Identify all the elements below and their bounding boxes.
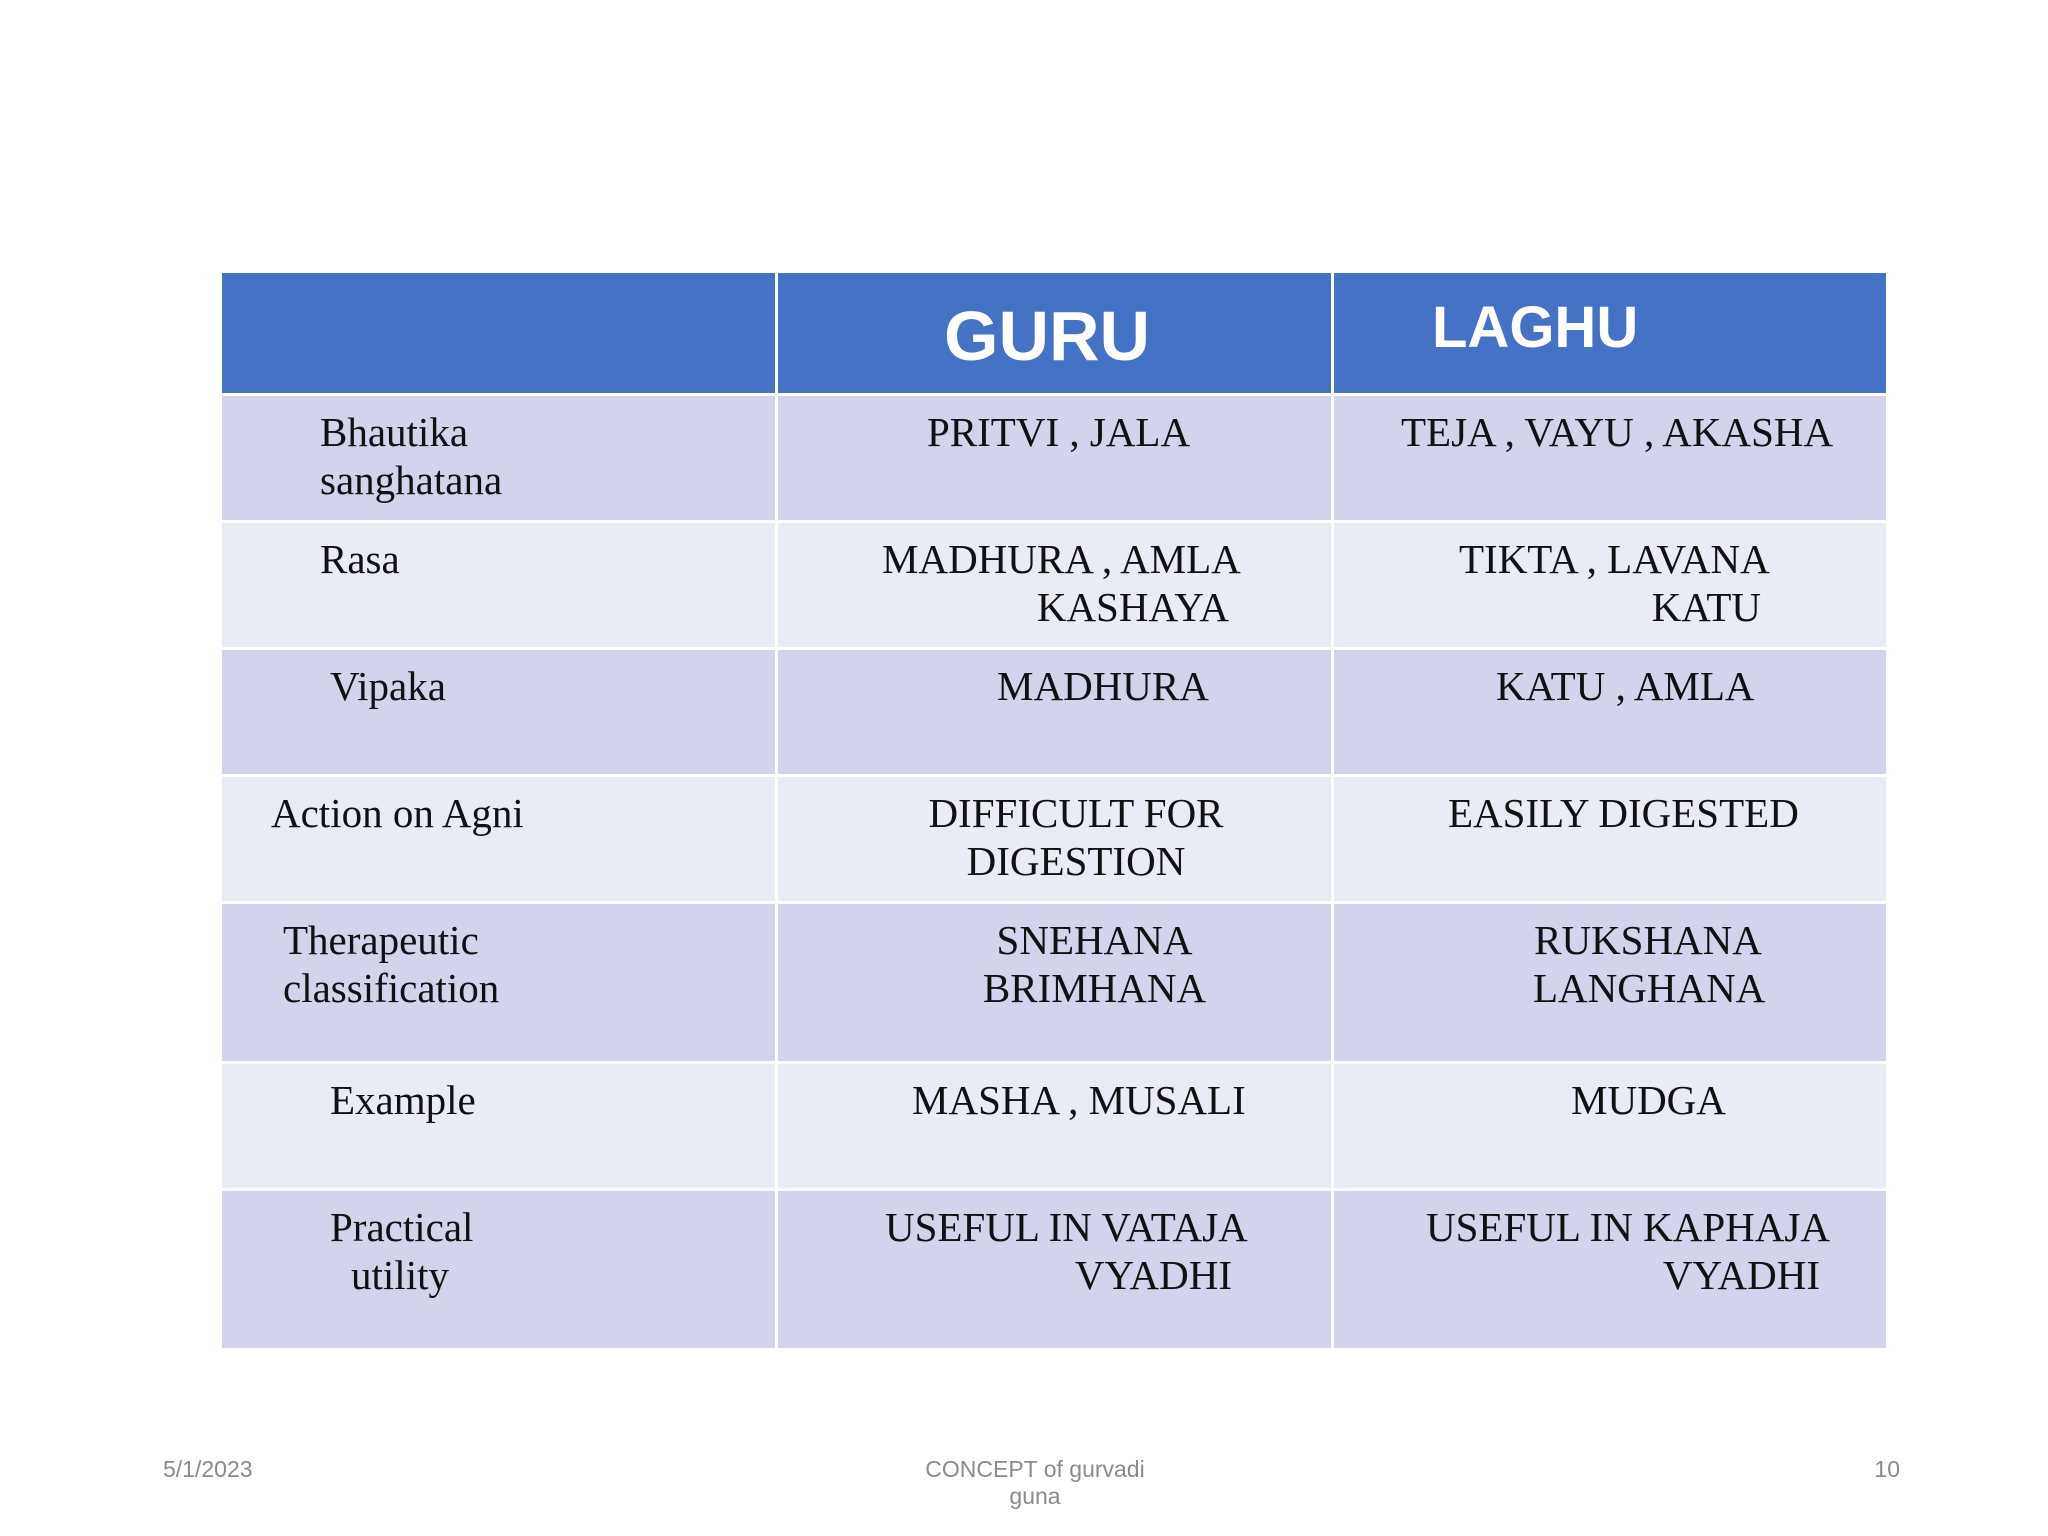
row-label-cell xyxy=(221,903,777,1063)
comparison-table xyxy=(219,270,1889,1351)
guru-value: MADHURA , AMLA KASHAYA xyxy=(882,536,1241,630)
row-label: Rasa xyxy=(320,536,400,582)
laghu-value: USEFUL IN KAPHAJA VYADHI xyxy=(1426,1204,1830,1298)
laghu-value: RUKSHANA LANGHANA xyxy=(1533,917,1766,1011)
guru-cell xyxy=(777,522,1333,649)
laghu-cell xyxy=(1333,1063,1888,1190)
table-row xyxy=(221,522,1888,649)
table-row xyxy=(221,1190,1888,1350)
guru-value: DIFFICULT FOR DIGESTION xyxy=(928,790,1224,884)
laghu-cell xyxy=(1333,522,1888,649)
row-label: Bhautika sanghatana xyxy=(320,409,503,503)
header-laghu-label: LAGHU xyxy=(1432,295,1639,360)
laghu-cell xyxy=(1333,395,1888,522)
row-label: Therapeutic classification xyxy=(283,917,500,1011)
laghu-cell xyxy=(1333,649,1888,776)
table-row xyxy=(221,649,1888,776)
footer-title: CONCEPT of gurvadi guna xyxy=(925,1456,1145,1509)
header-laghu xyxy=(1333,272,1888,395)
guru-value: PRITVI , JALA xyxy=(927,409,1191,455)
header-guru-label: GURU xyxy=(944,297,1151,375)
row-label-cell xyxy=(221,1190,777,1350)
row-label-cell xyxy=(221,649,777,776)
table-row xyxy=(221,1063,1888,1190)
row-label-cell xyxy=(221,1063,777,1190)
table-row xyxy=(221,395,1888,522)
guru-value: MASHA , MUSALI xyxy=(912,1077,1246,1123)
guru-value: MADHURA xyxy=(997,663,1209,709)
table-row xyxy=(221,776,1888,903)
laghu-value: MUDGA xyxy=(1571,1077,1726,1123)
laghu-value: TIKTA , LAVANA KATU xyxy=(1459,536,1770,630)
laghu-value: EASILY DIGESTED xyxy=(1448,790,1799,836)
row-label: Action on Agni xyxy=(271,790,524,836)
header-empty-cell xyxy=(221,272,777,395)
footer-page-number: 10 xyxy=(1874,1456,1900,1482)
row-label-cell xyxy=(221,776,777,903)
guru-cell xyxy=(777,1190,1333,1350)
guru-cell xyxy=(777,395,1333,522)
guru-cell xyxy=(777,649,1333,776)
laghu-value: TEJA , VAYU , AKASHA xyxy=(1401,409,1834,455)
guru-cell xyxy=(777,1063,1333,1190)
header-guru xyxy=(777,272,1333,395)
table-row xyxy=(221,903,1888,1063)
row-label: Practical utility xyxy=(330,1204,474,1298)
row-label: Vipaka xyxy=(330,663,446,709)
row-label-cell xyxy=(221,395,777,522)
row-label-cell xyxy=(221,522,777,649)
table-header-row xyxy=(221,272,1888,395)
guru-cell xyxy=(777,903,1333,1063)
guru-value: SNEHANA BRIMHANA xyxy=(982,917,1207,1011)
guru-value: USEFUL IN VATAJA VYADHI xyxy=(885,1204,1248,1298)
laghu-cell xyxy=(1333,776,1888,903)
laghu-value: KATU , AMLA xyxy=(1496,663,1755,709)
laghu-cell xyxy=(1333,1190,1888,1350)
guru-cell xyxy=(777,776,1333,903)
footer-date: 5/1/2023 xyxy=(163,1456,253,1482)
row-label: Example xyxy=(330,1077,476,1123)
laghu-cell xyxy=(1333,903,1888,1063)
